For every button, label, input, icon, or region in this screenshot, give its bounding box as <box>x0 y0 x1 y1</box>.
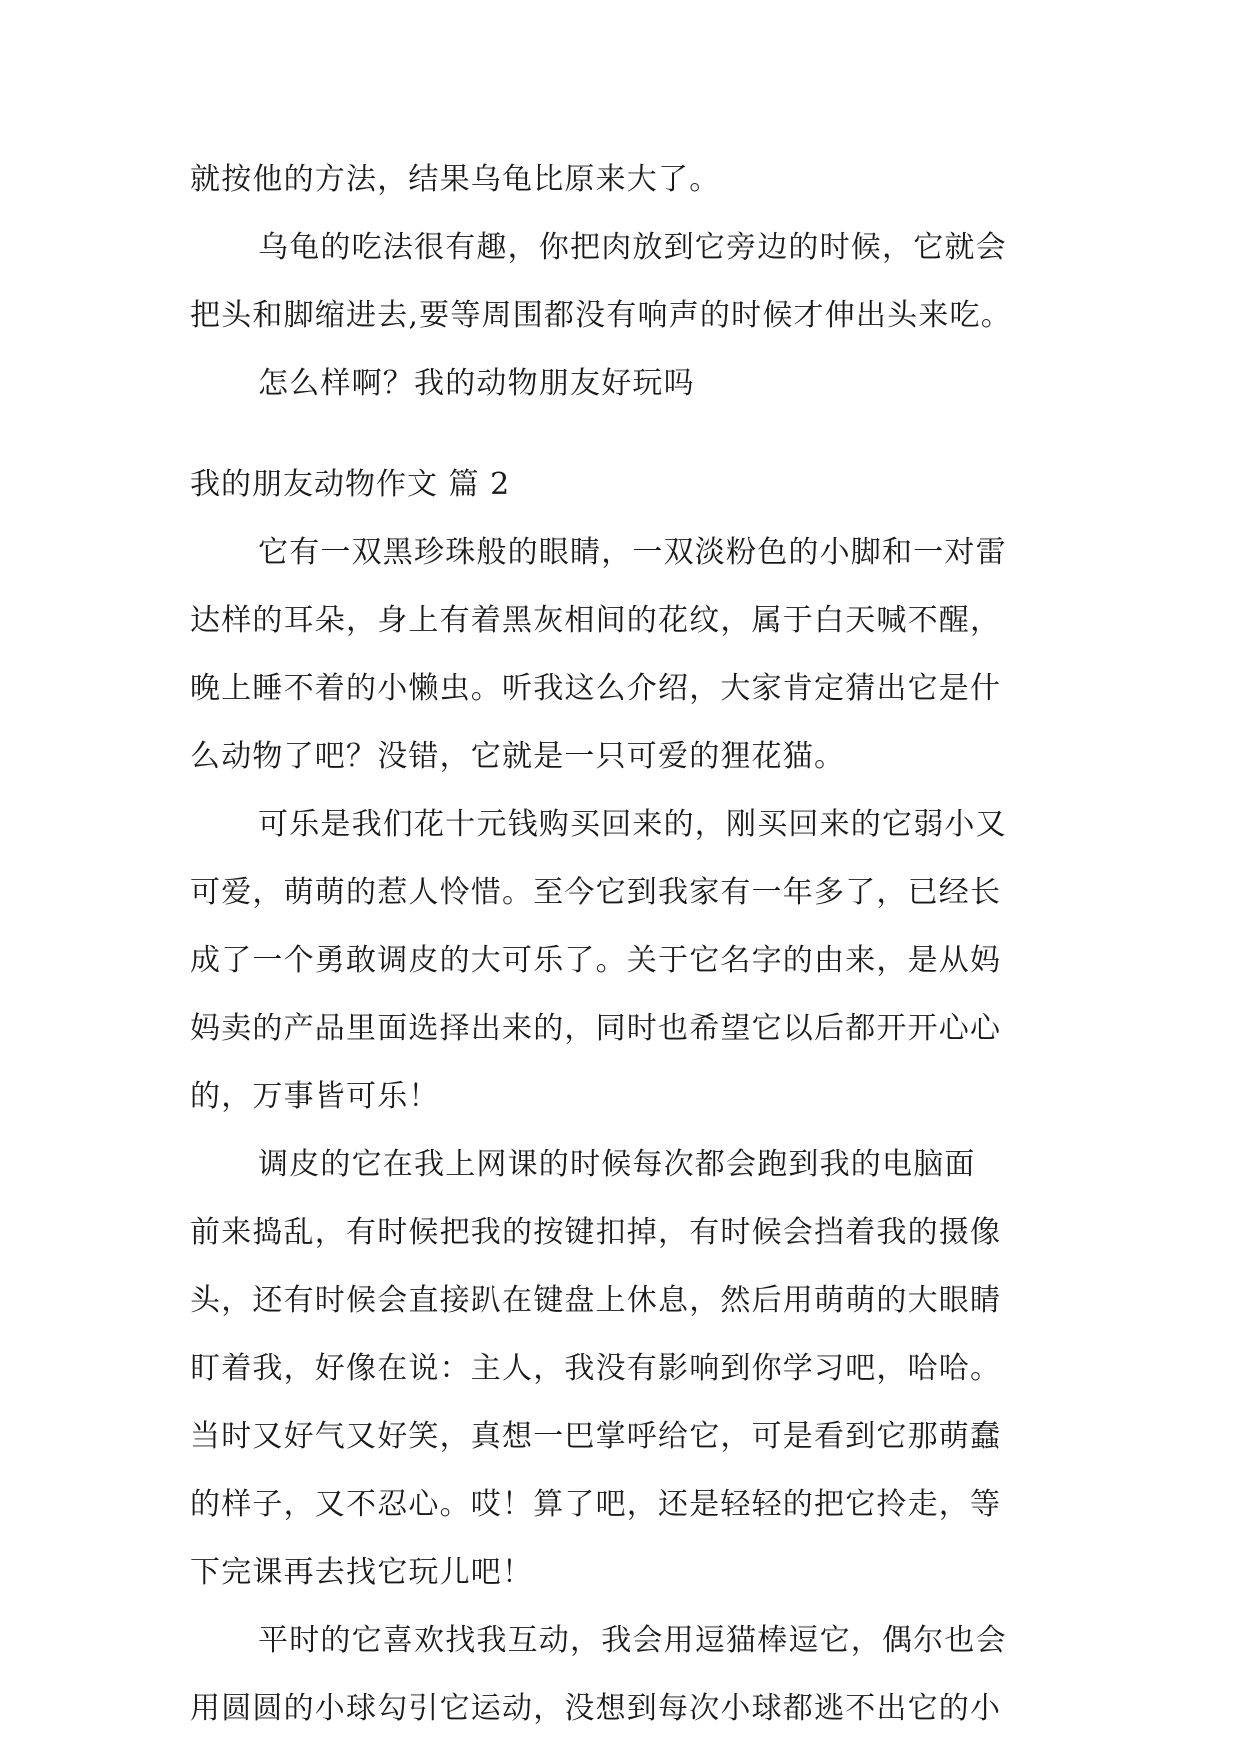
text-line: 盯着我，好像在说：主人，我没有影响到你学习吧，哈哈。 <box>190 1351 1002 1386</box>
text-line: 把头和脚缩进去,要等周围都没有响声的时候才伸出头来吃。 <box>190 298 1012 333</box>
section-heading: 我的朋友动物作文 篇 2 <box>190 467 511 502</box>
text-line: 达样的耳朵，身上有着黑灰相间的花纹，属于白天喊不醒， <box>190 603 1002 638</box>
text-line: 的，万事皆可乐！ <box>190 1079 440 1114</box>
paragraph-start-line: 调皮的它在我上网课的时候每次都会跑到我的电脑面 <box>258 1147 976 1182</box>
paragraph-start-line: 乌龟的吃法很有趣，你把肉放到它旁边的时候，它就会 <box>258 230 1007 265</box>
paragraph-start-line: 平时的它喜欢找我互动，我会用逗猫棒逗它，偶尔也会 <box>258 1623 1007 1658</box>
text-line: 头，还有时候会直接趴在键盘上休息，然后用萌萌的大眼睛 <box>190 1283 1002 1318</box>
text-line: 妈卖的产品里面选择出来的，同时也希望它以后都开开心心 <box>190 1011 1002 1046</box>
text-line: 成了一个勇敢调皮的大可乐了。关于它名字的由来，是从妈 <box>190 943 1002 978</box>
text-line: 当时又好气又好笑，真想一巴掌呼给它，可是看到它那萌蠢 <box>190 1419 1002 1454</box>
text-line: 下完课再去找它玩儿吧！ <box>190 1555 534 1590</box>
paragraph-start-line: 怎么样啊？我的动物朋友好玩吗 <box>258 366 695 401</box>
text-line: 就按他的方法，结果乌龟比原来大了。 <box>190 162 721 197</box>
text-line: 晚上睡不着的小懒虫。听我这么介绍，大家肯定猜出它是什 <box>190 671 1002 706</box>
text-line: 用圆圆的小球勾引它运动，没想到每次小球都逃不出它的小 <box>190 1691 1002 1726</box>
paragraph-start-line: 它有一双黑珍珠般的眼睛，一双淡粉色的小脚和一对雷 <box>258 535 1007 570</box>
text-line: 么动物了吧？没错，它就是一只可爱的狸花猫。 <box>190 739 846 774</box>
paragraph-start-line: 可乐是我们花十元钱购买回来的，刚买回来的它弱小又 <box>258 807 1007 842</box>
text-line: 可爱，萌萌的惹人怜惜。至今它到我家有一年多了，已经长 <box>190 875 1002 910</box>
text-line: 的样子，又不忍心。哎！算了吧，还是轻轻的把它拎走，等 <box>190 1487 1002 1522</box>
text-line: 前来捣乱，有时候把我的按键扣掉，有时候会挡着我的摄像 <box>190 1215 1002 1250</box>
